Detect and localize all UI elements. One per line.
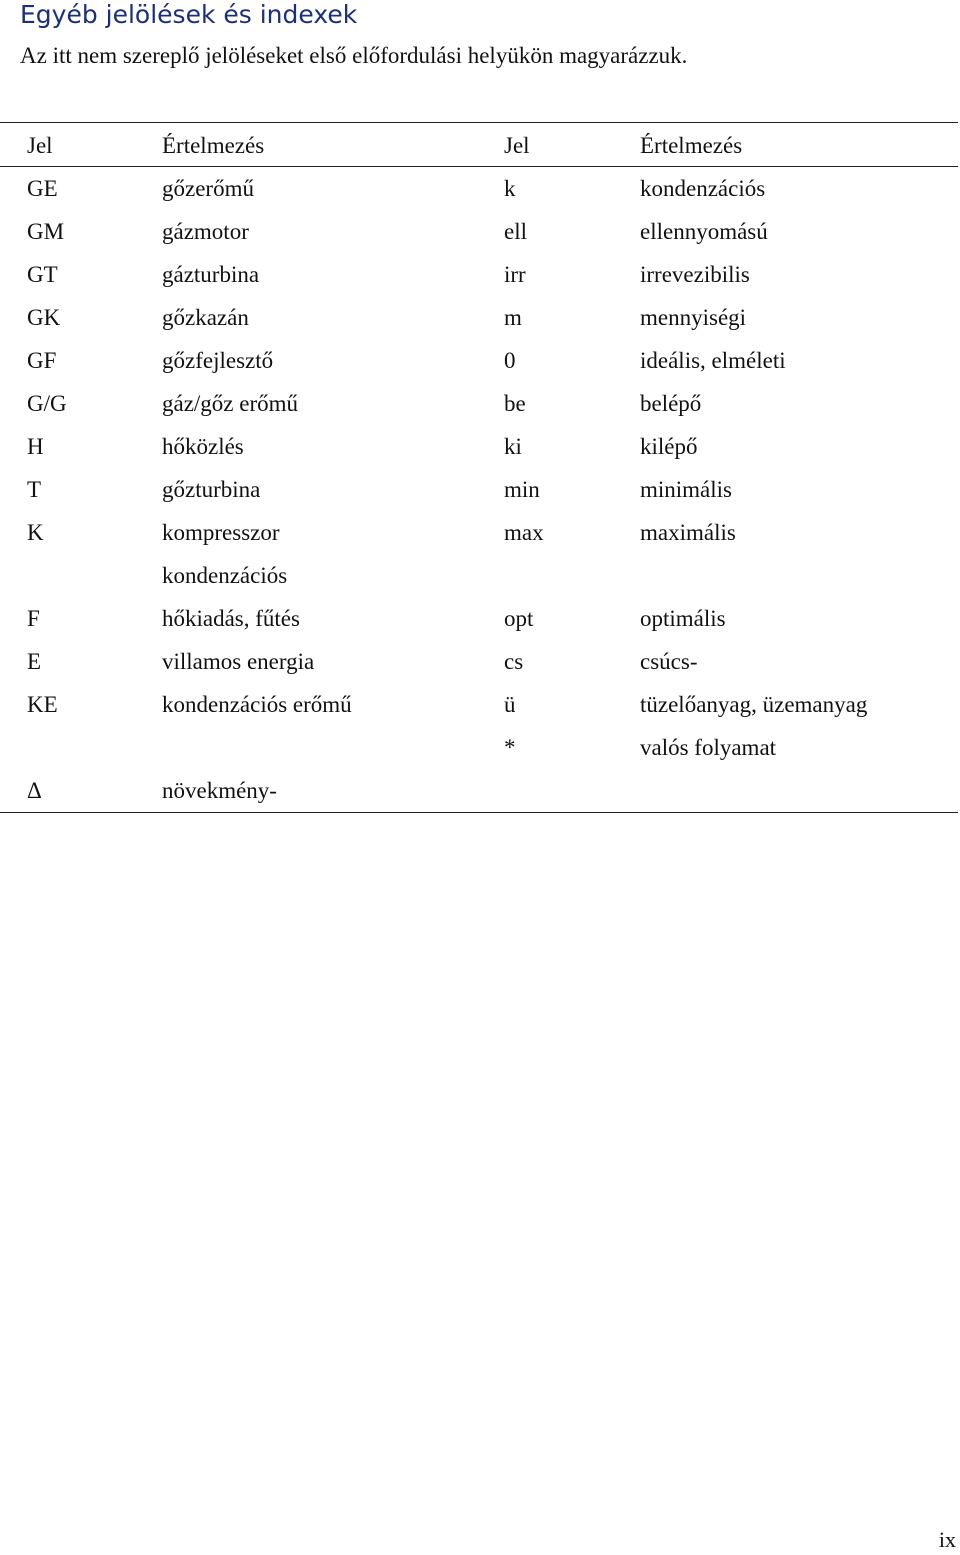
meaning-cell: gőzfejlesztő [162, 347, 274, 373]
meaning-cell: gázturbina [162, 261, 260, 287]
index-cell: ü [504, 691, 516, 717]
table-row [0, 769, 960, 812]
index-cell [504, 769, 640, 812]
index-cell: ki [504, 433, 522, 459]
table-row [0, 167, 960, 210]
intro-text: Az itt nem szereplő jelöléseket első előfordulási helyükön magyarázzuk. [20, 43, 688, 68]
table-header-row [0, 124, 960, 167]
meaning-cell: hőközlés [162, 433, 244, 459]
index-cell: m [504, 304, 522, 330]
index-meaning-cell: valós folyamat [640, 734, 777, 760]
index-cell: max [504, 519, 544, 545]
symbol-cell: GE [27, 175, 58, 201]
index-cell: cs [504, 648, 524, 674]
symbol-cell: GM [27, 218, 65, 244]
symbol-cell [0, 554, 162, 597]
symbol-cell: GF [27, 347, 57, 373]
page-number: ix [938, 1527, 956, 1552]
index-cell: ell [504, 218, 527, 244]
index-meaning-cell: optimális [640, 605, 726, 631]
index-cell: k [504, 175, 516, 201]
section-heading: Egyéb jelölések és indexek [20, 0, 358, 29]
table-bottom-rule [0, 812, 958, 813]
table-row [0, 726, 960, 769]
index-meaning-cell [640, 769, 960, 812]
table-row [0, 468, 960, 511]
symbol-cell: T [27, 476, 42, 502]
symbol-cell: K [27, 519, 44, 545]
meaning-cell: gőzerőmű [162, 175, 254, 201]
table-row [0, 210, 960, 253]
symbol-cell: KE [27, 691, 58, 717]
table-row [0, 554, 960, 597]
meaning-cell: hőkiadás, fűtés [162, 605, 300, 631]
table-row [0, 339, 960, 382]
index-meaning-cell: kilépő [640, 433, 698, 459]
table-body [0, 167, 960, 812]
index-cell: min [504, 476, 540, 502]
index-cell: be [504, 390, 526, 416]
notation-table [0, 124, 960, 812]
table-row [0, 382, 960, 425]
index-cell [504, 554, 640, 597]
table-top-rule [0, 122, 958, 123]
index-meaning-cell: csúcs- [640, 648, 698, 674]
index-meaning-cell: irrevezibilis [640, 261, 750, 287]
symbol-cell: F [27, 605, 40, 631]
header-meaning-left: Értelmezés [162, 132, 265, 158]
index-meaning-cell: kondenzációs [640, 175, 766, 201]
table-row [0, 683, 960, 726]
table-row [0, 597, 960, 640]
header-symbol-left: Jel [27, 132, 53, 158]
symbol-cell: E [27, 648, 42, 674]
index-cell: opt [504, 605, 534, 631]
table-row [0, 296, 960, 339]
meaning-cell: kompresszor [162, 519, 280, 545]
index-cell: 0 [504, 347, 516, 373]
symbol-cell: GT [27, 261, 58, 287]
meaning-cell: kondenzációs [162, 562, 288, 588]
index-meaning-cell [640, 554, 960, 597]
table-row [0, 511, 960, 554]
index-cell: * [504, 734, 516, 760]
index-meaning-cell: mennyiségi [640, 304, 747, 330]
index-meaning-cell: ellennyomású [640, 218, 768, 244]
meaning-cell: gáz/gőz erőmű [162, 390, 299, 416]
table-row [0, 253, 960, 296]
index-cell: irr [504, 261, 526, 287]
meaning-cell: gázmotor [162, 218, 249, 244]
meaning-cell: növekmény- [162, 777, 277, 803]
meaning-cell: gőzturbina [162, 476, 261, 502]
table-row [0, 425, 960, 468]
meaning-cell: kondenzációs erőmű [162, 691, 352, 717]
symbol-cell: G/G [27, 390, 67, 416]
symbol-cell: Δ [27, 777, 42, 803]
symbol-cell: GK [27, 304, 61, 330]
meaning-cell: gőzkazán [162, 304, 249, 330]
index-meaning-cell: tüzelőanyag, üzemanyag [640, 691, 868, 717]
header-symbol-right: Jel [504, 132, 530, 158]
table-row [0, 640, 960, 683]
index-meaning-cell: ideális, elméleti [640, 347, 786, 373]
header-meaning-right: Értelmezés [640, 132, 743, 158]
index-meaning-cell: maximális [640, 519, 736, 545]
symbol-cell [0, 726, 162, 769]
meaning-cell [162, 726, 504, 769]
symbol-cell: H [27, 433, 44, 459]
index-meaning-cell: minimális [640, 476, 732, 502]
meaning-cell: villamos energia [162, 648, 315, 674]
index-meaning-cell: belépő [640, 390, 702, 416]
